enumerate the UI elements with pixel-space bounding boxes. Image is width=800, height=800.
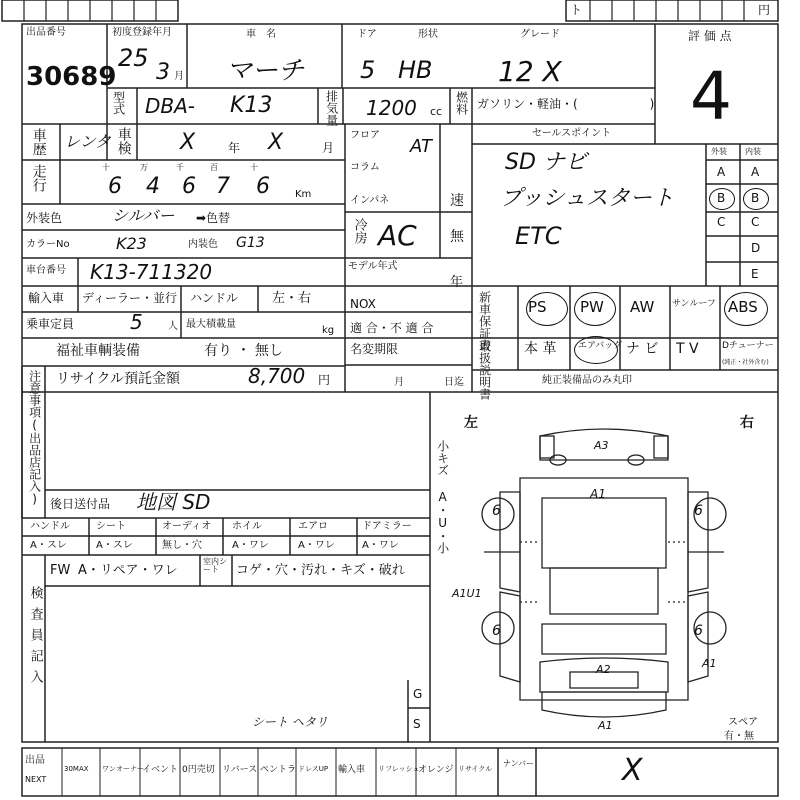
equip-note: 純正装備品のみ丸印 bbox=[542, 375, 632, 386]
bottom-next: NEXT bbox=[25, 775, 47, 784]
lot-label: 出品番号 bbox=[26, 27, 66, 38]
int-grade-letter: D bbox=[751, 241, 761, 255]
int-grade-letter: E bbox=[751, 267, 759, 281]
ext-grade-letter: A bbox=[717, 165, 726, 179]
color-code-label: カラーNo bbox=[26, 239, 70, 250]
door-label: ドア bbox=[357, 29, 377, 40]
equipment-item: ナ ビ bbox=[626, 341, 659, 357]
car-name-label: 車 名 bbox=[246, 29, 276, 40]
sales-point-3: ETC bbox=[515, 222, 562, 250]
car-shape: HB bbox=[398, 56, 433, 84]
bottom-item: リバース bbox=[222, 765, 258, 775]
ext-color-value: シルバー bbox=[112, 206, 175, 225]
name-change-month: 月 bbox=[394, 377, 404, 388]
fw-label: FW bbox=[50, 563, 71, 578]
equipment-item: Dチューナー bbox=[722, 341, 774, 351]
color-change: ➡色替 bbox=[196, 211, 231, 225]
damage-mark: A2 bbox=[596, 663, 611, 676]
inspector-g: G bbox=[413, 687, 423, 701]
inspection-month-unit: 月 bbox=[322, 141, 335, 155]
bottom-item: ワンオーナー bbox=[102, 765, 144, 773]
rating-label: 評 価 点 bbox=[688, 29, 732, 43]
abs-circle bbox=[724, 292, 768, 326]
history-value: レンタ bbox=[64, 132, 111, 151]
equipment-item: 本 革 bbox=[524, 341, 557, 357]
bottom-item: 30MAX bbox=[64, 765, 89, 773]
damage-header: シート bbox=[96, 521, 126, 532]
inspection-month: X bbox=[268, 130, 284, 155]
bottom-item: ドレスUP bbox=[298, 765, 329, 773]
welfare-label: 福祉車輌装備 bbox=[56, 343, 140, 359]
handle-value: 左・右 bbox=[272, 291, 312, 306]
damage-header: ドアミラー bbox=[362, 521, 412, 532]
import-value: ディーラー・並行 bbox=[82, 291, 178, 305]
inspection-label: 車検 bbox=[115, 127, 132, 155]
model-prefix: DBA- bbox=[145, 94, 196, 118]
mileage-unit-label: 百 bbox=[210, 163, 218, 172]
damage-mark: A1U1 bbox=[452, 587, 482, 600]
inspector-note: シート ヘタリ bbox=[252, 715, 328, 729]
model-year-unit: 年 bbox=[450, 275, 464, 290]
damage-mark: A1 bbox=[598, 719, 613, 732]
lot-number: 30689 bbox=[26, 62, 117, 92]
load-unit: kg bbox=[322, 325, 335, 336]
bottom-item: 輸入車 bbox=[338, 765, 366, 775]
load-label: 最大積載量 bbox=[186, 319, 236, 330]
ac-value: AC bbox=[378, 219, 417, 252]
damage-mark: A1 bbox=[702, 657, 717, 670]
fw-text-2: コゲ・穴・汚れ・キズ・破れ bbox=[236, 563, 405, 578]
mileage-digit: 6 bbox=[256, 174, 270, 199]
handle-label: ハンドル bbox=[190, 291, 239, 305]
mileage-unit-label: 十 bbox=[250, 163, 258, 172]
bottom-item: リフレッシュ bbox=[378, 765, 420, 773]
mileage-digit: 4 bbox=[146, 174, 160, 199]
rating-value: 4 bbox=[690, 58, 732, 135]
inspection-year: X bbox=[180, 130, 196, 155]
damage-mark: 6 bbox=[492, 503, 501, 519]
spare-label: スペア bbox=[728, 717, 758, 728]
sales-points-label: セールスポイント bbox=[532, 128, 612, 139]
capacity-label: 乗車定員 bbox=[26, 317, 75, 331]
damage-mark: A3 bbox=[594, 439, 609, 452]
fw-sub: 室内シート bbox=[203, 557, 227, 574]
car-name: マーチ bbox=[226, 56, 305, 86]
send-later-value: 地図 SD bbox=[136, 490, 211, 514]
diagram-legend: 小キズ A・U・小 bbox=[435, 440, 450, 554]
int-color-label: 内装色 bbox=[188, 239, 218, 250]
shift-floor: フロア bbox=[350, 130, 380, 141]
spare-value: 有・無 bbox=[724, 731, 754, 742]
nox-label: NOX bbox=[350, 297, 376, 311]
bottom-prefix: 出品 bbox=[25, 755, 45, 766]
model-year-label: モデル年式 bbox=[348, 261, 398, 272]
reg-label: 初度登録年月 bbox=[112, 27, 172, 38]
equipment-item: ABS bbox=[728, 298, 758, 316]
mileage-unit: Km bbox=[295, 189, 312, 200]
warranty-label: 新車保証書 bbox=[477, 291, 492, 351]
damage-header: ハンドル bbox=[30, 521, 70, 532]
send-later-label: 後日送付品 bbox=[50, 497, 111, 511]
damage-mark: A1 bbox=[590, 487, 606, 501]
disp-unit: cc bbox=[430, 105, 443, 118]
bottom-item: 0円売切 bbox=[182, 765, 215, 775]
bottom-item: オレンジ bbox=[418, 765, 454, 775]
int-grade-circle bbox=[743, 188, 769, 210]
int-color-code: G13 bbox=[236, 235, 265, 251]
diagram-left: 左 bbox=[464, 415, 478, 431]
grade-label: グレード bbox=[520, 29, 560, 40]
reg-year: 25 bbox=[118, 44, 149, 72]
reg-month-unit: 月 bbox=[174, 71, 184, 82]
shift-speed-label: 速 bbox=[450, 193, 464, 209]
int-grade-letter: A bbox=[751, 165, 760, 179]
mileage-unit-label: 万 bbox=[140, 163, 148, 172]
fuel-label: 燃料 bbox=[454, 91, 469, 115]
mileage-digit: 7 bbox=[216, 174, 230, 199]
color-code: K23 bbox=[116, 234, 147, 253]
damage-mark: 6 bbox=[492, 623, 501, 639]
damage-value: A・スレ bbox=[30, 540, 67, 551]
nox-value: 適 合・不 適 合 bbox=[350, 321, 434, 335]
disp-value: 1200 bbox=[366, 96, 417, 120]
damage-header: エアロ bbox=[298, 521, 328, 532]
mileage-unit-label: 十 bbox=[102, 163, 110, 172]
import-label: 輸入車 bbox=[28, 291, 65, 305]
mileage-digit: 6 bbox=[108, 174, 122, 199]
frame-label: 車台番号 bbox=[26, 265, 66, 276]
damage-value: 無し・穴 bbox=[162, 540, 202, 551]
damage-value: A・ワレ bbox=[298, 540, 335, 551]
inspection-year-unit: 年 bbox=[228, 141, 241, 155]
ext-grade-label: 外装 bbox=[711, 147, 727, 156]
damage-value: A・スレ bbox=[96, 540, 133, 551]
shape-label: 形状 bbox=[418, 29, 438, 40]
price-tail-right: 円 bbox=[758, 3, 771, 17]
damage-mark: 6 bbox=[694, 503, 703, 519]
ac-label: 冷房 bbox=[351, 218, 367, 244]
ext-color-label: 外装色 bbox=[26, 211, 63, 225]
equipment-item: T V bbox=[676, 341, 699, 357]
ac-none: 無 bbox=[450, 229, 464, 245]
car-doors: 5 bbox=[360, 56, 376, 84]
recycle-label: リサイクル預託金額 bbox=[56, 371, 181, 387]
airbag-circle bbox=[574, 336, 618, 364]
int-grade-label: 内装 bbox=[745, 147, 761, 156]
manual-label: 取扱説明書 bbox=[477, 340, 492, 400]
inspector-label: 検査員記入 bbox=[27, 586, 43, 691]
history-label: 車歴 bbox=[30, 128, 47, 156]
shift-inpane: インパネ bbox=[350, 195, 390, 206]
damage-header: ホイル bbox=[232, 521, 262, 532]
reg-month: 3 bbox=[156, 60, 170, 85]
equipment-item: エアバッグ bbox=[578, 341, 623, 351]
bottom-item: リサイクル bbox=[458, 765, 493, 773]
bottom-item: ペントラ bbox=[260, 765, 297, 775]
ext-grade-letter: C bbox=[717, 215, 726, 229]
mileage-unit-label: 千 bbox=[176, 163, 184, 172]
equip-sub: (純正・社外含む) bbox=[722, 359, 769, 366]
welfare-value: 有り ・ 無し bbox=[204, 343, 283, 359]
fw-text-1: A・リペア・ワレ bbox=[78, 563, 178, 578]
price-tail-left: ト bbox=[570, 3, 583, 17]
ps-circle bbox=[526, 292, 568, 326]
disp-label: 排気量 bbox=[324, 90, 339, 126]
plate-label: ナンバー bbox=[503, 759, 535, 768]
mileage-label: 走行 bbox=[30, 164, 47, 192]
damage-value: A・ワレ bbox=[362, 540, 399, 551]
car-grade: 12 X bbox=[498, 55, 562, 88]
shift-value: AT bbox=[410, 136, 432, 157]
shift-column: コラム bbox=[350, 162, 380, 173]
equipment-item: サンルーフ bbox=[672, 299, 716, 309]
pw-circle bbox=[574, 292, 616, 326]
ext-grade-circle bbox=[709, 188, 735, 210]
mileage-digit: 6 bbox=[182, 174, 196, 199]
sales-point-2: プッシュスタート bbox=[500, 186, 675, 211]
name-change-day: 日迄 bbox=[444, 377, 464, 388]
plate-value: X bbox=[622, 753, 643, 788]
notes-label: 注意事項(出品店記入) bbox=[27, 370, 42, 506]
equipment-item: PS bbox=[528, 298, 547, 316]
equipment-item: AW bbox=[630, 298, 655, 316]
damage-value: A・ワレ bbox=[232, 540, 269, 551]
recycle-value: 8,700 bbox=[248, 364, 306, 388]
bottom-item: イベント bbox=[142, 765, 179, 775]
int-grade-letter: C bbox=[751, 215, 760, 229]
name-change-label: 名変期限 bbox=[350, 342, 399, 356]
damage-header: オーディオ bbox=[162, 521, 212, 532]
sales-point-1: SD ナビ bbox=[505, 150, 587, 175]
frame-value: K13-711320 bbox=[90, 260, 213, 284]
inspector-s: S bbox=[413, 717, 421, 731]
model-code: K13 bbox=[230, 93, 273, 118]
diagram-right: 右 bbox=[740, 415, 754, 431]
equipment-item: PW bbox=[580, 298, 604, 316]
model-label: 型式 bbox=[111, 91, 126, 115]
int-grade-letter: B bbox=[751, 191, 760, 205]
damage-mark: 6 bbox=[694, 623, 703, 639]
capacity-unit: 人 bbox=[168, 321, 178, 332]
capacity-value: 5 bbox=[130, 310, 143, 334]
fuel-value: ガソリン・軽油・( ) bbox=[477, 97, 655, 111]
recycle-unit: 円 bbox=[318, 373, 331, 387]
ext-grade-letter: B bbox=[717, 191, 726, 205]
